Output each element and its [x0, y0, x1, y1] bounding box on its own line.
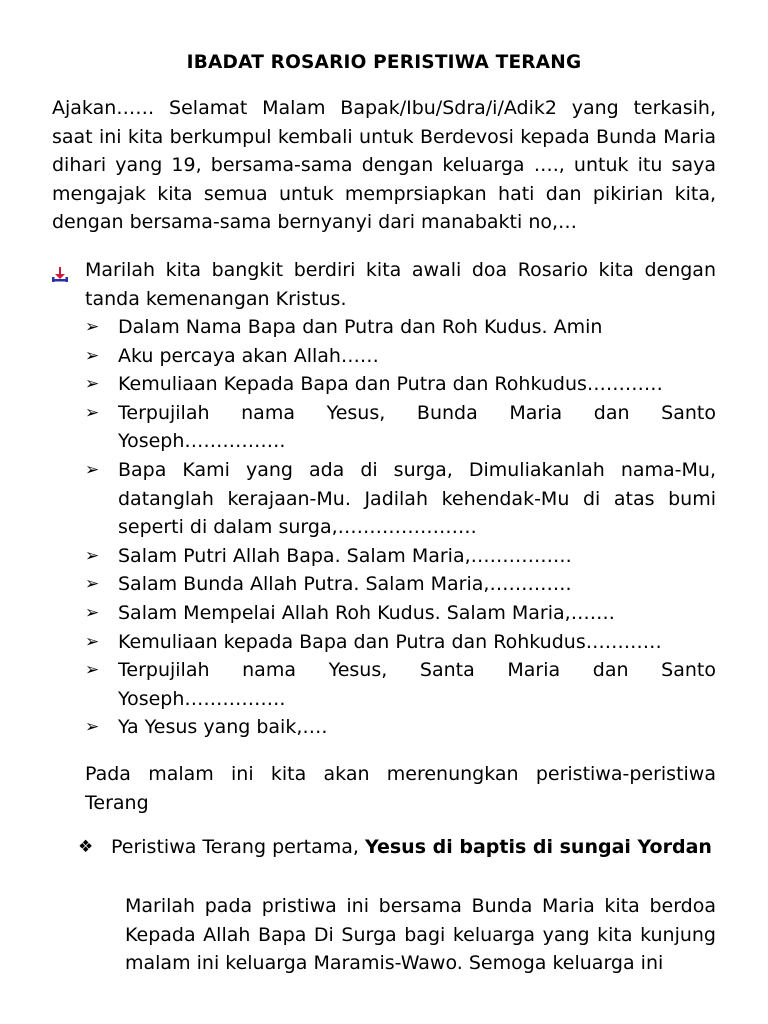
- prayer-item: [85, 399, 716, 456]
- prayer-item: [85, 713, 716, 742]
- mystery-prayer-paragraph: Marilah pada pristiwa ini bersama Bunda Maria kita berdoa Kepada Allah Bapa Di Surga bagi keluarga yang kita kunjung malam ini keluarga Maramis-Wawo. Semoga keluarga ini: [125, 895, 716, 975]
- arrow-bullet-icon: ➢: [85, 345, 100, 366]
- prayer-text: Dalam Nama Bapa dan Putra dan Roh Kudus. Amin: [118, 316, 603, 338]
- prayer-item: [85, 313, 716, 342]
- prayer-text: Salam Bunda Allah Putra. Salam Maria,………….: [118, 573, 572, 596]
- arrow-bullet-icon: ➢: [85, 717, 100, 738]
- arrow-bullet-icon: ➢: [85, 631, 100, 652]
- main-bullet-text: Marilah kita bangkit berdiri kita awali doa Rosario kita dengan tanda kemenangan Kristus.: [85, 259, 716, 310]
- arrow-bullet-icon: ➢: [85, 317, 100, 337]
- prayer-item: [85, 570, 716, 599]
- mystery-heading: [78, 833, 716, 862]
- prayer-text: Kemuliaan kepada Bapa dan Putra dan Rohkudus…………: [118, 630, 662, 653]
- prayer-item: [85, 456, 716, 542]
- main-bullet-item: [52, 256, 716, 313]
- mystery-label: Peristiwa Terang pertama,: [111, 836, 359, 858]
- mystery-name: Yesus di baptis di sungai Yordan: [364, 836, 712, 858]
- prayer-list: [85, 313, 716, 742]
- prayer-item: [85, 599, 716, 628]
- mystery-text: [111, 833, 716, 862]
- prayer-text: Terpujilah nama Yesus, Bunda Maria dan Santo Yoseph…………….: [118, 401, 716, 453]
- diamond-bullet-icon: ❖: [78, 837, 94, 857]
- reflection-paragraph: Pada malam ini kita akan merenungkan peristiwa-peristiwa Terang: [85, 763, 716, 814]
- arrow-bullet-icon: ➢: [85, 660, 100, 681]
- arrow-bullet-icon: ➢: [85, 602, 100, 623]
- prayer-item: [85, 370, 716, 399]
- prayer-text: Bapa Kami yang ada di surga, Dimuliakanlah nama-Mu, datanglah kerajaan-Mu. Jadilah kehendak-Mu di atas bumi seperti di dalam surga,………………….: [118, 458, 716, 539]
- arrow-bullet-icon: ➢: [85, 374, 100, 395]
- intro-paragraph: Ajakan…… Selamat Malam Bapak/Ibu/Sdra/i/Adik2 yang terkasih, saat ini kita berkumpul kembali untuk Berdevosi kepada Bunda Maria dihari yang 19, bersama-sama dengan keluarga …., untuk itu saya mengajak kita semua untuk memprsiapkan hati dan pikirian kita, dengan bersama-sama bernyanyi dari manabakti no,…: [52, 97, 716, 234]
- prayer-item: [85, 342, 716, 371]
- arrow-bullet-icon: ➢: [85, 402, 100, 423]
- prayer-text: Salam Mempelai Allah Roh Kudus. Salam Maria,…….: [118, 601, 615, 624]
- prayer-item: [85, 542, 716, 571]
- prayer-item: [85, 628, 716, 657]
- document-title: IBADAT ROSARIO PERISTIWA TERANG: [186, 52, 582, 73]
- prayer-text: Terpujilah nama Yesus, Santa Maria dan Santo Yoseph…………….: [118, 659, 716, 710]
- prayer-text: Kemuliaan Kepada Bapa dan Putra dan Rohkudus…………: [118, 373, 663, 396]
- arrow-bullet-icon: ➢: [85, 545, 100, 566]
- prayer-text: Ya Yesus yang baik,….: [118, 716, 328, 739]
- prayer-item: [85, 656, 716, 713]
- arrow-bullet-icon: ➢: [85, 459, 100, 480]
- arrow-down-bullet-icon: [52, 263, 68, 279]
- prayer-text: Salam Putri Allah Bapa. Salam Maria,…………….: [118, 544, 572, 567]
- prayer-text: Aku percaya akan Allah……: [118, 344, 379, 367]
- arrow-bullet-icon: ➢: [85, 574, 100, 595]
